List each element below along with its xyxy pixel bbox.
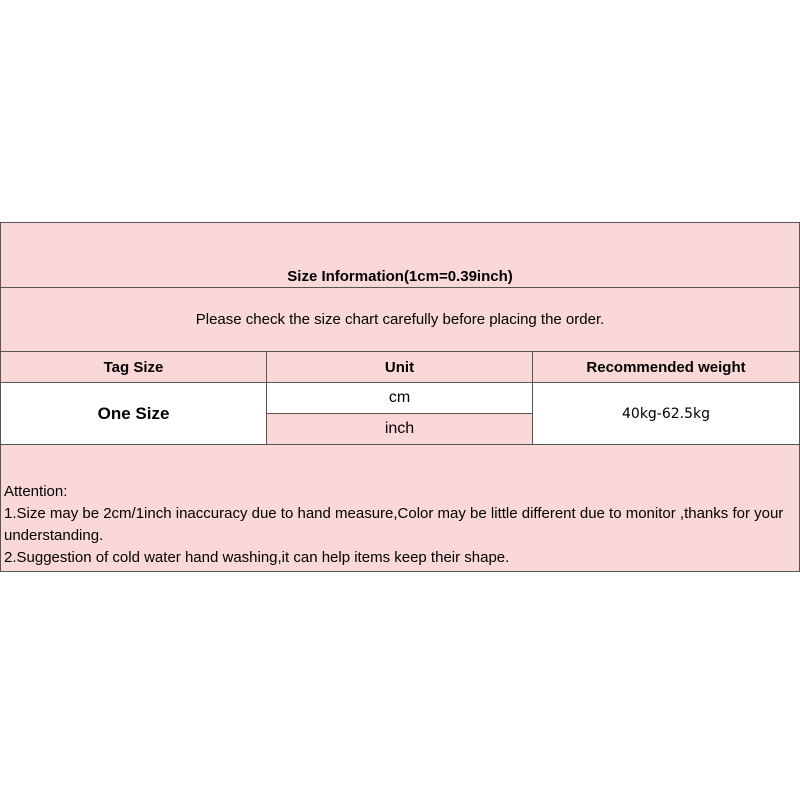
attention-heading: Attention: [4,483,68,500]
attention-note-1: 1.Size may be 2cm/1inch inaccuracy due to hand measure,Color may be little different due to monitor ,thanks for your understanding. [4,505,784,544]
table-title-cell [1,223,800,288]
order-notice: Please check the size chart carefully before placing the order. [1,288,800,352]
title-row [1,223,800,288]
table-title: Size Information(1cm=0.39inch) [287,268,513,285]
notice-row [1,288,800,352]
attention-notes [1,445,800,572]
unit-inch: inch [267,414,533,445]
attention-row [1,445,800,572]
attention-note-2: 2.Suggestion of cold water hand washing,it can help items keep their shape. [4,549,510,566]
table-row [1,383,800,414]
header-row [1,352,800,383]
tag-size-value: One Size [1,383,267,445]
column-header-unit: Unit [267,352,533,383]
recommended-weight-value: 40kg-62.5kg [533,383,800,445]
size-information-table [0,222,800,572]
column-header-recommended-weight: Recommended weight [533,352,800,383]
unit-cm: cm [267,383,533,414]
column-header-tag-size: Tag Size [1,352,267,383]
